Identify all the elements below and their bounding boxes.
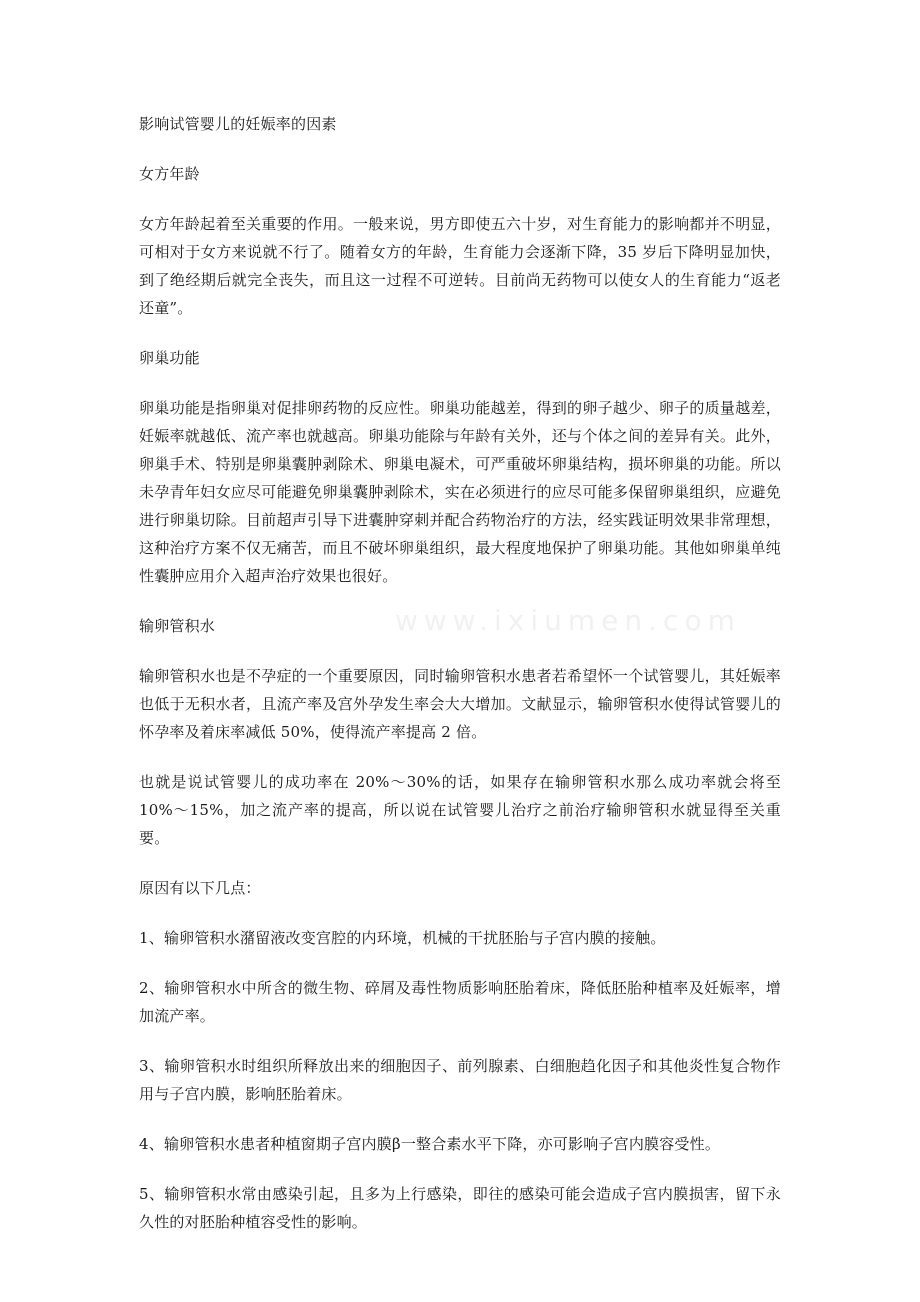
list-item: 1、输卵管积水潴留液改变宫腔的内环境，机械的干扰胚胎与子宫内膜的接触。 [139, 929, 666, 947]
section-heading-age: 女方年龄 [139, 165, 200, 183]
section-paragraph: 原因有以下几点： [139, 879, 261, 897]
section-heading-ovary: 卵巢功能 [139, 349, 200, 367]
document-title: 影响试管婴儿的妊娠率的因素 [139, 115, 337, 133]
list-item: 5、输卵管积水常由感染引起，且多为上行感染，即往的感染可能会造成子宫内膜损害，留下永久性的对胚胎种植容受性的影响。 [139, 1185, 781, 1231]
section-paragraph: 卵巢功能是指卵巢对促排卵药物的反应性。卵巢功能越差，得到的卵子越少、卵子的质量越差，妊娠率就越低、流产率也就越高。卵巢功能除与年龄有关外，还与个体之间的差异有关。此外，卵巢手术、特别是卵巢囊肿剥除术、卵巢电凝术，可严重破坏卵巢结构，损坏卵巢的功能。所以未孕青年妇女应尽可能避免卵巢囊肿剥除术，实在必须进行的应尽可能多保留卵巢组织，应避免进行卵巢切除。目前超声引导下进囊肿穿刺并配合药物治疗的方法，经实践证明效果非常理想，这种治疗方案不仅无痛苦，而且不破坏卵巢组织，最大程度地保护了卵巢功能。其他如卵巢单纯性囊肿应用介入超声治疗效果也很好。 [139, 399, 781, 585]
section-heading-hydrosalpinx: 输卵管积水 [139, 617, 216, 635]
section-paragraph: 也就是说试管婴儿的成功率在 20%～30%的话，如果存在输卵管积水那么成功率就会将至 10%～15%，加之流产率的提高，所以说在试管婴儿治疗之前治疗输卵管积水就显得至关重要。 [139, 773, 781, 847]
list-item: 2、输卵管积水中所含的微生物、碎屑及毒性物质影响胚胎着床，降低胚胎种植率及妊娠率，增加流产率。 [139, 979, 781, 1025]
list-item: 3、输卵管积水时组织所释放出来的细胞因子、前列腺素、白细胞趋化因子和其他炎性复合物作用与子宫内膜，影响胚胎着床。 [139, 1057, 781, 1103]
section-paragraph: 女方年龄起着至关重要的作用。一般来说，男方即使五六十岁，对生育能力的影响都并不明显，可相对于女方来说就不行了。随着女方的年龄，生育能力会逐渐下降，35 岁后下降明显加快，到了绝经期后就完全丧失，而且这一过程不可逆转。目前尚无药物可以使女人的生育能力“返老还童”。 [139, 215, 781, 317]
watermark: www.ixiumen.com [395, 604, 741, 637]
list-item: 4、输卵管积水患者种植窗期子宫内膜β一整合素水平下降，亦可影响子宫内膜容受性。 [139, 1135, 721, 1153]
document-page [139, 110, 781, 1258]
section-paragraph: 输卵管积水也是不孕症的一个重要原因，同时输卵管积水患者若希望怀一个试管婴儿，其妊娠率也低于无积水者，且流产率及宫外孕发生率会大大增加。文献显示，输卵管积水使得试管婴儿的怀孕率及着床率减低 50%，使得流产率提高 2 倍。 [139, 667, 781, 741]
